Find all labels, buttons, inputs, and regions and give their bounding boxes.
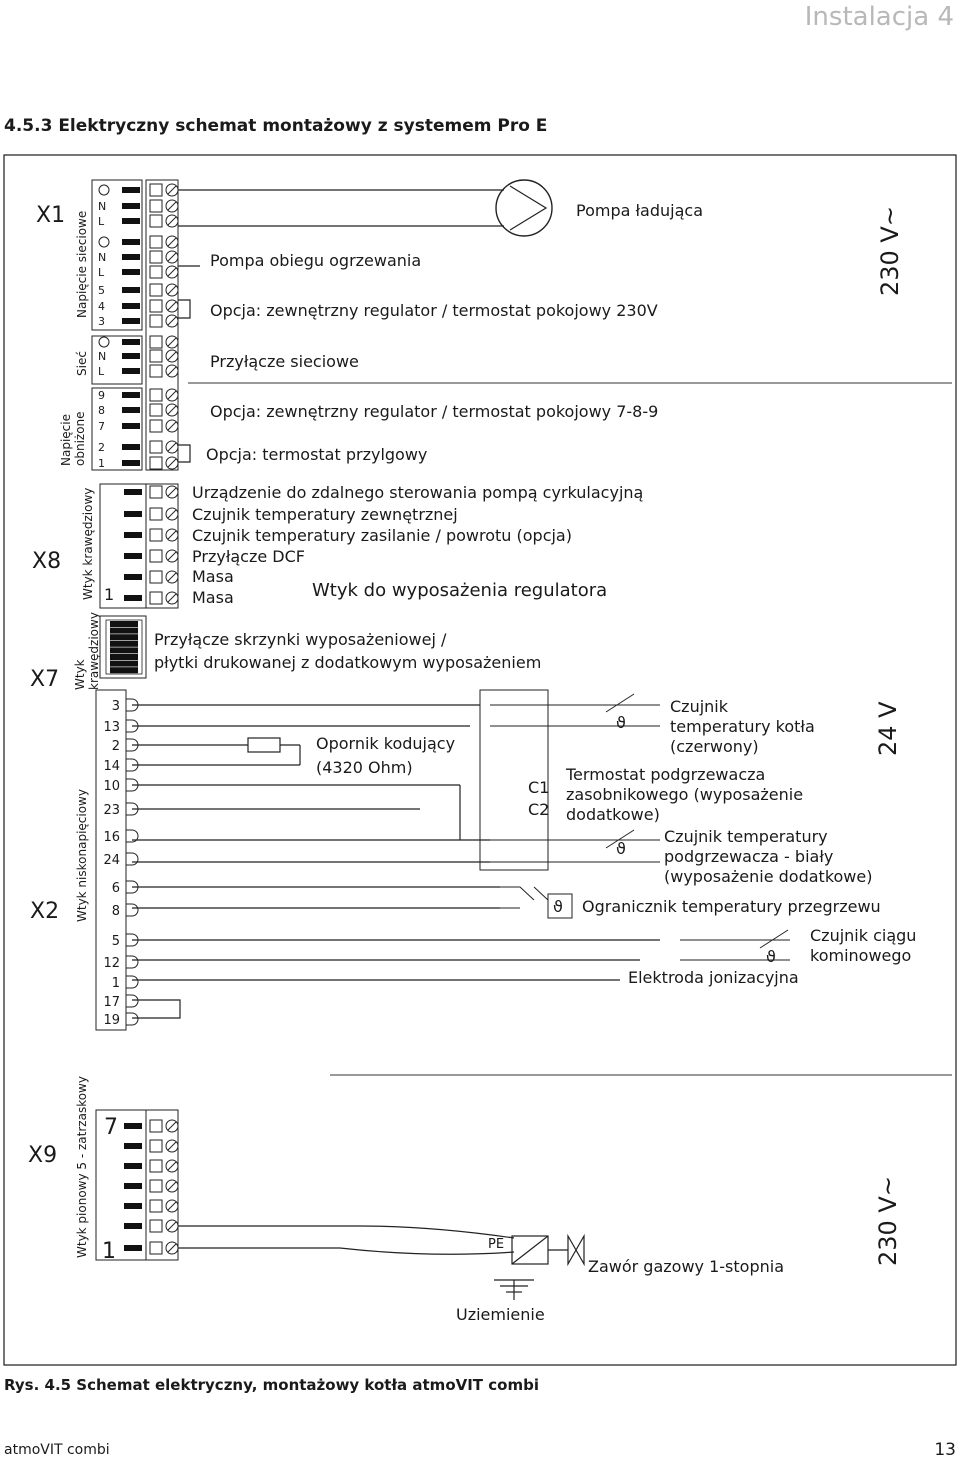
- pin-contact: [124, 532, 142, 538]
- screw-terminal: [150, 1180, 178, 1192]
- pin-contact: [124, 511, 142, 517]
- x9-pin-bottom: 1: [102, 1239, 116, 1264]
- x1-pins: [98, 187, 140, 470]
- label-czujnik-ciagu-1: kominowego: [810, 946, 912, 965]
- label-c2: C2: [528, 800, 550, 819]
- label-przylacze-sieciowe: Przyłącze sieciowe: [210, 352, 359, 371]
- pin-contact: [124, 1203, 142, 1209]
- figure-caption: Rys. 4.5 Schemat elektryczny, montażowy kotła atmoVIT combi: [4, 1376, 539, 1394]
- label-czujnik-podgrz-2: (wyposażenie dodatkowe): [664, 867, 873, 886]
- tank-sensor: [548, 830, 660, 862]
- label-wtyk-wyposazenia: Wtyk do wyposażenia regulatora: [312, 580, 608, 601]
- pin-contact: [110, 647, 138, 653]
- side-label-wtyk: Wtyk: [73, 659, 87, 690]
- screw-terminal: [150, 1242, 178, 1254]
- x1-pin-label: N: [98, 251, 107, 264]
- x2-pin-label: 5: [111, 934, 120, 949]
- x9-pins: [124, 1120, 178, 1254]
- x1-pin-label: L: [98, 365, 105, 378]
- x8-pins: [124, 486, 178, 604]
- label-czujnik-kotla-1: temperatury kotła: [670, 717, 815, 736]
- screw-terminal: [150, 486, 178, 498]
- label-opcja-230: Opcja: zewnętrzny regulator / termostat pokojowy 230V: [210, 301, 658, 320]
- pin-contact: [122, 444, 140, 450]
- pin-contact: [122, 218, 140, 224]
- pin-contact: [122, 318, 140, 324]
- pin-contact: [122, 353, 140, 359]
- label-uziemienie: Uziemienie: [456, 1305, 545, 1324]
- label-opcja-przylgowy: Opcja: termostat przylgowy: [206, 445, 428, 464]
- x8-item-4: Masa: [192, 567, 234, 586]
- label-czujnik-podgrz-0: Czujnik temperatury: [664, 827, 828, 846]
- theta-boiler: ϑ: [616, 713, 626, 732]
- pin-contact: [122, 287, 140, 293]
- x1-pin-label: 2: [98, 441, 105, 454]
- pin-contact: [110, 654, 138, 660]
- pin-contact: [122, 407, 140, 413]
- x1-pin-label: L: [98, 215, 105, 228]
- x1-pin-label: N: [98, 200, 107, 213]
- x7-pins: [110, 621, 138, 673]
- label-x7-line2: płytki drukowanej z dodatkowym wyposażeniem: [154, 653, 542, 672]
- side-label-siec: Sieć: [75, 351, 89, 376]
- x1-pin-label: L: [98, 266, 105, 279]
- chapter-title: Instalacja 4: [804, 2, 954, 32]
- screw-terminal: [150, 215, 178, 227]
- screw-terminal: [150, 457, 178, 469]
- screw-terminal: [150, 420, 178, 432]
- x2-pin-label: 14: [103, 759, 120, 774]
- x2-pin-label: 23: [103, 803, 120, 818]
- pin-contact: [124, 1245, 142, 1251]
- screw-terminal: [150, 184, 178, 196]
- label-ogranicznik: Ogranicznik temperatury przegrzewu: [582, 897, 881, 916]
- screw-terminal: [150, 592, 178, 604]
- x1-pin-label: N: [98, 350, 107, 363]
- gas-valve-coil: [512, 1236, 584, 1264]
- screw-terminal: [150, 508, 178, 520]
- x2-socket: [126, 956, 138, 968]
- pin-contact: [124, 553, 142, 559]
- pin-contact: [122, 269, 140, 275]
- screw-terminal: [150, 300, 178, 312]
- label-czujnik-ciagu-0: Czujnik ciągu: [810, 926, 917, 945]
- screw-terminal: [150, 1200, 178, 1212]
- label-termostat-0: Termostat podgrzewacza: [566, 765, 766, 784]
- label-elektroda: Elektroda jonizacyjna: [628, 968, 799, 987]
- x2-pin-label: 10: [103, 779, 120, 794]
- side-label-napiecie: Napięcie: [59, 414, 73, 466]
- side-label-krawedziowy: krawędziowy: [87, 612, 101, 690]
- x1-pin-label: 5: [98, 284, 105, 297]
- pin-contact: [110, 628, 138, 634]
- pin-contact: [122, 339, 140, 345]
- theta-draft: ϑ: [766, 947, 776, 966]
- pin-contact: [122, 254, 140, 260]
- coding-resistor: [248, 738, 280, 752]
- x2-socket: [126, 1013, 138, 1025]
- footer-product: atmoVIT combi: [4, 1442, 110, 1458]
- pin-contact: [110, 667, 138, 673]
- screw-terminal: [150, 1220, 178, 1232]
- label-opornik-1: Opornik kodujący: [316, 734, 456, 753]
- side-label-napiecie-sieciowe: Napięcie sieciowe: [75, 210, 89, 318]
- pin-contact: [122, 460, 140, 466]
- pin-contact: [124, 489, 142, 495]
- x1-pin-label: 8: [98, 404, 105, 417]
- pin-contact: [124, 1223, 142, 1229]
- x1-pin-label: 9: [98, 389, 105, 402]
- label-c1: C1: [528, 778, 550, 797]
- x2-pin-label: 1: [111, 976, 120, 991]
- screw-terminal: [150, 441, 178, 453]
- pin-contact: [122, 203, 140, 209]
- x1-pin-label: 7: [98, 420, 105, 433]
- pin-contact: [122, 423, 140, 429]
- x2-pin-label: 3: [111, 699, 120, 714]
- pin-contact: [122, 239, 140, 245]
- label-pompa-ladujaca: Pompa ładująca: [576, 201, 703, 220]
- x1-pin-label: 3: [98, 315, 105, 328]
- x2-pin-label: 17: [103, 995, 120, 1010]
- pin-contact: [124, 1123, 142, 1129]
- screw-terminal: [150, 315, 178, 327]
- x2-socket: [126, 853, 138, 865]
- pin-contact: [110, 661, 138, 667]
- connector-x1: X1: [36, 203, 66, 228]
- theta-tank: ϑ: [616, 839, 626, 858]
- pin-contact: [124, 574, 142, 580]
- label-pe: PE: [488, 1237, 505, 1252]
- pin-contact: [110, 621, 138, 627]
- voltage-230-top: 230 V~: [876, 206, 904, 296]
- pin-contact: [124, 1143, 142, 1149]
- x8-item-1: Czujnik temperatury zewnętrznej: [192, 505, 458, 524]
- side-label-wtyk-niskonapieciowy: Wtyk niskonapięciowy: [75, 789, 89, 922]
- wires-230v-bottom: [178, 1226, 514, 1300]
- side-label-wtyk-pionowy: Wtyk pionowy 5 - zatrzaskowy: [75, 1076, 89, 1258]
- pin-contact: [124, 1163, 142, 1169]
- label-czujnik-podgrz-1: podgrzewacza - biały: [664, 847, 834, 866]
- x2-pin-labels: [103, 699, 120, 1028]
- x2-pin-label: 19: [103, 1013, 120, 1028]
- section-title: 4.5.3 Elektryczny schemat montażowy z systemem Pro E: [4, 116, 548, 136]
- x8-item-5: Masa: [192, 588, 234, 607]
- connector-x9: X9: [28, 1143, 58, 1168]
- label-zawor: Zawór gazowy 1-stopnia: [588, 1257, 784, 1276]
- x9-pin-top: 7: [104, 1115, 118, 1140]
- pin-contact: [122, 392, 140, 398]
- x2-socket: [126, 995, 138, 1007]
- screw-terminal: [150, 571, 178, 583]
- x8-item-2: Czujnik temperatury zasilanie / powrotu (opcja): [192, 526, 572, 545]
- label-pompa-obiegu: Pompa obiegu ogrzewania: [210, 251, 422, 270]
- label-x7-line1: Przyłącze skrzynki wyposażeniowej /: [154, 630, 447, 649]
- x2-pin-label: 24: [103, 853, 120, 868]
- x2-pin-label: 13: [103, 720, 120, 735]
- label-termostat-1: zasobnikowego (wyposażenie: [566, 785, 804, 804]
- label-czujnik-kotla-2: (czerwony): [670, 737, 759, 756]
- label-opornik-2: (4320 Ohm): [316, 758, 413, 777]
- voltage-230-bottom: 230 V~: [874, 1176, 902, 1266]
- pin-contact: [110, 641, 138, 647]
- x2-pin-label: 2: [111, 739, 120, 754]
- screw-terminal: [150, 350, 178, 362]
- x1-screws: [150, 184, 178, 469]
- x8-item-3: Przyłącze DCF: [192, 547, 305, 566]
- screw-terminal: [150, 236, 178, 248]
- wires-230v: [178, 190, 504, 462]
- footer-page-number: 13: [934, 1440, 956, 1460]
- pin-contact: [124, 595, 142, 601]
- x2-pin-label: 8: [111, 904, 120, 919]
- pin-contact: [122, 368, 140, 374]
- theta-limiter: ϑ: [553, 897, 563, 916]
- side-label-wtyk-krawedziowy: Wtyk krawędziowy: [81, 487, 95, 600]
- x1-pin-label: 1: [98, 457, 105, 470]
- screw-terminal: [150, 200, 178, 212]
- pin-contact: [122, 187, 140, 193]
- x2-pin-label: 12: [103, 956, 120, 971]
- screw-terminal: [150, 1120, 178, 1132]
- x2-pin-label: 16: [103, 830, 120, 845]
- screw-terminal: [150, 266, 178, 278]
- voltage-24: 24 V: [874, 701, 902, 756]
- pin-contact: [110, 634, 138, 640]
- screw-terminal: [150, 1140, 178, 1152]
- screw-terminal: [150, 529, 178, 541]
- screw-terminal: [150, 1160, 178, 1172]
- screw-terminal: [150, 284, 178, 296]
- label-czujnik-kotla-0: Czujnik: [670, 697, 729, 716]
- side-label-obnizone: obniżone: [73, 411, 87, 466]
- screw-terminal: [150, 365, 178, 377]
- pump-motor-symbol: [496, 180, 552, 236]
- x1-pin-label: 4: [98, 300, 105, 313]
- label-termostat-2: dodatkowe): [566, 805, 660, 824]
- x2-socket: [126, 904, 138, 916]
- boiler-sensor: [548, 694, 660, 726]
- x8-pin-label: 1: [104, 585, 115, 604]
- connector-x7: X7: [30, 667, 60, 692]
- screw-terminal: [150, 550, 178, 562]
- screw-terminal: [150, 251, 178, 263]
- pin-contact: [124, 1183, 142, 1189]
- pin-contact: [122, 303, 140, 309]
- label-opcja-789: Opcja: zewnętrzny regulator / termostat pokojowy 7-8-9: [210, 402, 659, 421]
- connector-x2: X2: [30, 899, 60, 924]
- connector-x8: X8: [32, 549, 62, 574]
- x2-socket: [126, 976, 138, 988]
- screw-terminal: [150, 404, 178, 416]
- screw-terminal: [150, 336, 178, 348]
- screw-terminal: [150, 389, 178, 401]
- x8-item-0: Urządzenie do zdalnego sterowania pompą cyrkulacyjną: [192, 483, 644, 502]
- x2-pin-label: 6: [111, 881, 120, 896]
